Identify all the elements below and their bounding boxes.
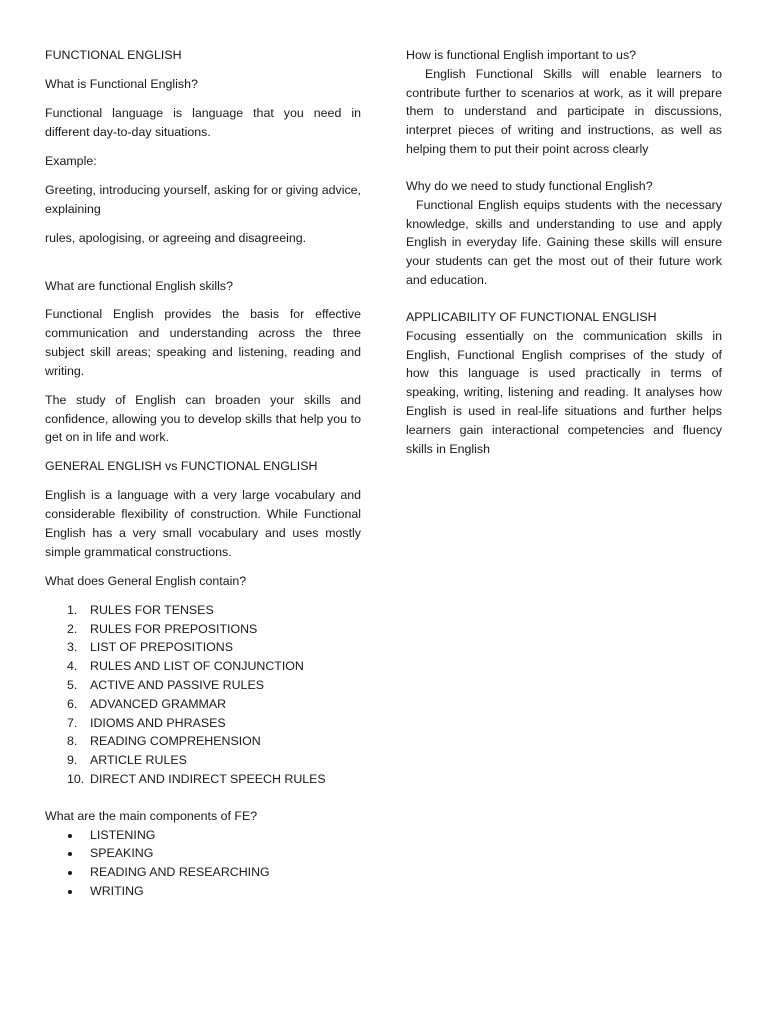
list-item-text: DIRECT AND INDIRECT SPEECH RULES: [90, 771, 326, 786]
question-fe-skills: What are functional English skills?: [45, 278, 234, 293]
list-item: [45, 882, 361, 901]
components-list: [45, 826, 361, 901]
skills-paragraph-1: Functional English provides the basis for effective communication and understanding across the three subject skill areas; speaking and listening, reading and writing.: [45, 307, 361, 378]
list-item: [45, 620, 361, 639]
list-item-text: READING AND RESEARCHING: [90, 865, 270, 880]
list-number: 3.: [67, 640, 78, 655]
list-number: 6.: [67, 696, 78, 711]
list-item: [45, 676, 361, 695]
left-column: [45, 46, 361, 901]
bullet-icon: [68, 871, 72, 875]
list-item: [45, 844, 361, 863]
list-item-text: LISTENING: [90, 827, 156, 842]
list-number: 2.: [67, 621, 78, 636]
spacer: [406, 300, 722, 308]
list-item: [45, 751, 361, 770]
list-number: 8.: [67, 734, 78, 749]
doc-title: FUNCTIONAL ENGLISH: [45, 48, 182, 62]
list-item-text: READING COMPREHENSION: [90, 734, 261, 749]
example-paragraph-2: rules, apologising, or agreeing and disagreeing.: [45, 230, 307, 245]
list-item-text: WRITING: [90, 883, 144, 898]
general-english-list: [45, 601, 361, 789]
spacer: [45, 789, 361, 807]
bullet-icon: [68, 834, 72, 838]
question-fe-components: What are the main components of FE?: [45, 808, 258, 823]
list-item: [45, 657, 361, 676]
example-paragraph-1: Greeting, introducing yourself, asking for or giving advice, explaining: [45, 182, 361, 216]
applicability-paragraph: Focusing essentially on the communication skills in English, Functional English comprises of the study of how this language is used practically in terms of speaking, writing, listening and reading. It analyses how English is used in real-life situations and further helps learners gain interactional competencies and fluency skills in English: [406, 328, 722, 456]
list-item-text: ADVANCED GRAMMAR: [90, 696, 227, 711]
list-item: [45, 714, 361, 733]
list-item: [45, 826, 361, 845]
question-general-english: What does General English contain?: [45, 573, 247, 588]
why-paragraph: Functional English equips students with the necessary knowledge, skills and understanding to use and apply English in everyday life. Gaining these skills will ensure your students can get the most out of their future work and education.: [406, 197, 722, 287]
list-item: [45, 732, 361, 751]
list-number: 1.: [67, 602, 78, 617]
skills-paragraph-2: The study of English can broaden your skills and confidence, allowing you to develop skills that help you to get on in life and work.: [45, 392, 361, 445]
list-number: 5.: [67, 677, 78, 692]
definition-paragraph: Functional language is language that you need in different day-to-day situations.: [45, 105, 361, 139]
list-item-text: RULES FOR TENSES: [90, 602, 214, 617]
applicability-heading: APPLICABILITY OF FUNCTIONAL ENGLISH: [406, 309, 657, 324]
list-item-text: LIST OF PREPOSITIONS: [90, 640, 233, 655]
list-number: 4.: [67, 659, 78, 674]
spacer: [406, 169, 722, 177]
list-item-text: SPEAKING: [90, 846, 154, 861]
example-label: Example:: [45, 153, 97, 168]
question-why-study: Why do we need to study functional English?: [406, 178, 653, 193]
importance-paragraph: English Functional Skills will enable learners to contribute further to scenarios at work, as it will prepare them to understand and participate in discussions, interpret pieces of writing and instructions, as well as helping them to put their point across clearly: [406, 66, 722, 156]
list-item: [45, 638, 361, 657]
comparison-heading: GENERAL ENGLISH vs FUNCTIONAL ENGLISH: [45, 459, 318, 474]
list-item-text: ACTIVE AND PASSIVE RULES: [90, 677, 264, 692]
spacer: [45, 258, 361, 277]
list-item-text: RULES AND LIST OF CONJUNCTION: [90, 659, 304, 674]
list-item: [45, 863, 361, 882]
comparison-paragraph: English is a language with a very large vocabulary and considerable flexibility of construction. While Functional English has a very small vocabulary and uses mostly simple grammatical constructions.: [45, 488, 361, 559]
list-item-text: ARTICLE RULES: [90, 753, 187, 768]
bullet-icon: [68, 890, 72, 894]
list-item: [45, 695, 361, 714]
question-importance: How is functional English important to us?: [406, 48, 637, 62]
list-item: [45, 770, 361, 789]
list-item-text: RULES FOR PREPOSITIONS: [90, 621, 258, 636]
question-what-is-fe: What is Functional English?: [45, 76, 198, 91]
right-column: [406, 46, 722, 469]
list-number: 9.: [67, 753, 78, 768]
list-number: 10.: [67, 771, 85, 786]
list-number: 7.: [67, 715, 78, 730]
bullet-icon: [68, 852, 72, 856]
list-item: [45, 601, 361, 620]
list-item-text: IDIOMS AND PHRASES: [90, 715, 226, 730]
